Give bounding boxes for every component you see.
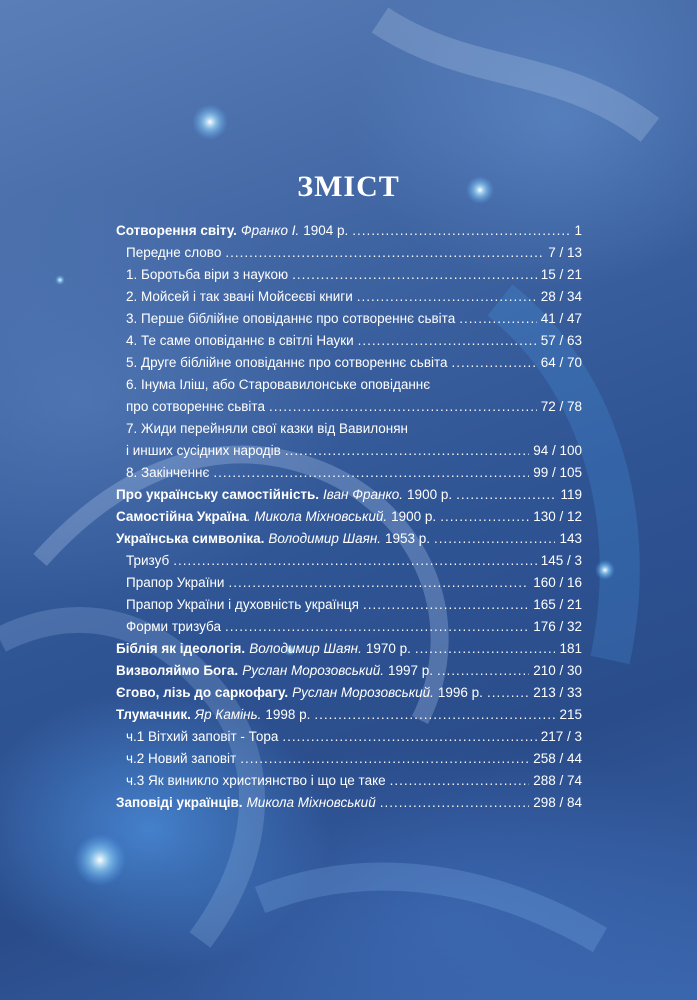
subentry-title: 2. Мойсей і так звані Мойсеєві книги <box>126 289 353 304</box>
entry-pages: 130 / 12 <box>533 509 582 524</box>
entry-title: Українська символіка. <box>116 531 265 546</box>
entry-pages: 160 / 16 <box>533 575 582 590</box>
subentry-title: Форми тризуба <box>126 619 221 634</box>
entry-title: Єгово, лізь до саркофагу. <box>116 685 289 700</box>
toc-subentry <box>126 572 582 594</box>
subentry-title: ч.2 Новий заповіт <box>126 751 237 766</box>
entry-pages: 41 / 47 <box>540 311 582 326</box>
subentry-title: 8. Закінченнє <box>126 465 210 480</box>
dot-leader <box>415 638 556 660</box>
toc-subentry <box>126 308 582 330</box>
entry-pages: 99 / 105 <box>533 465 582 480</box>
entry-pages: 288 / 74 <box>533 773 582 788</box>
subentry-title: Прапор України і духовність українця <box>126 597 359 612</box>
entry-pages: 57 / 63 <box>540 333 582 348</box>
toc-subentry <box>126 242 582 264</box>
toc-entry <box>116 528 582 550</box>
subentry-title: 5. Друге біблійне оповіданнє про сотвореннє сьвіта <box>126 355 448 370</box>
subentry-title: 4. Те саме оповіданнє в світлі Науки <box>126 333 354 348</box>
dot-leader <box>487 682 529 704</box>
dot-leader <box>285 440 529 462</box>
entry-year: 1904 р. <box>303 223 349 238</box>
toc-subentry <box>126 440 582 462</box>
subentry-title-continued: і инших сусідних народів <box>126 443 281 458</box>
entry-pages: 176 / 32 <box>533 619 582 634</box>
entry-year: 1970 р. <box>365 641 411 656</box>
subentry-title: ч.1 Вітхий заповіт - Тора <box>126 729 279 744</box>
entry-title: Сотворення світу. <box>116 223 237 238</box>
entry-title: Самостійна Україна <box>116 509 247 524</box>
toc-entry <box>116 484 582 506</box>
subentry-title: Прапор України <box>126 575 225 590</box>
subentry-title: Тризуб <box>126 553 170 568</box>
toc-entry <box>116 506 582 528</box>
dot-leader <box>390 770 530 792</box>
toc-subentry <box>126 748 582 770</box>
entry-title: Тлумачник. <box>116 707 191 722</box>
dot-leader <box>363 594 529 616</box>
dot-leader <box>456 484 556 506</box>
subentry-title-continued: про сотвореннє сьвіта <box>126 399 265 414</box>
entry-pages: 7 / 13 <box>548 245 582 260</box>
subentry-title: 6. Інума Іліш, або Старовавилонське оповіданнє <box>126 377 431 392</box>
dot-leader <box>380 792 530 814</box>
dot-leader <box>452 352 537 374</box>
entry-pages: 143 <box>559 531 582 546</box>
dot-leader <box>269 396 537 418</box>
entry-author: Володимир Шаян. <box>268 531 381 546</box>
toc-subentry <box>126 396 582 418</box>
dot-leader <box>240 748 529 770</box>
toc-subentry <box>126 286 582 308</box>
subentry-title: 3. Перше біблійне оповіданнє про сотвореннє сьвіта <box>126 311 456 326</box>
entry-title: Біблія як ідеологія. <box>116 641 246 656</box>
dot-leader <box>225 616 529 638</box>
entry-year: 1997 р. <box>387 663 434 678</box>
toc-subentry <box>126 726 582 748</box>
entry-year: 1900 р. <box>407 487 453 502</box>
entry-author: Володимир Шаян. <box>249 641 362 656</box>
dot-leader <box>228 572 529 594</box>
entry-year: 1900 р. <box>391 509 437 524</box>
entry-title: Визволяймо Бога. <box>116 663 239 678</box>
toc-subentry <box>126 330 582 352</box>
toc-entry <box>116 792 582 814</box>
dot-leader <box>358 330 537 352</box>
toc-entry <box>116 704 582 726</box>
toc-subentry <box>126 594 582 616</box>
entry-author: . Микола Міхновський. <box>246 509 388 524</box>
toc-subentry <box>126 462 582 484</box>
dot-leader <box>173 550 536 572</box>
entry-pages: 181 <box>559 641 582 656</box>
dot-leader <box>437 660 529 682</box>
entry-pages: 28 / 34 <box>540 289 582 304</box>
entry-pages: 210 / 30 <box>533 663 582 678</box>
toc-entry <box>116 638 582 660</box>
entry-author: Яр Камінь. <box>194 707 262 722</box>
entry-pages: 298 / 84 <box>533 795 582 810</box>
entry-pages: 119 <box>560 487 582 502</box>
toc-subentry <box>126 616 582 638</box>
entry-pages: 1 <box>574 223 582 238</box>
entry-pages: 145 / 3 <box>540 553 582 568</box>
entry-year: 1953 р. <box>385 531 431 546</box>
subentry-title: 1. Боротьба віри з наукою <box>126 267 289 282</box>
toc-subentry <box>126 770 582 792</box>
toc-subentry <box>126 264 582 286</box>
dot-leader <box>459 308 537 330</box>
entry-pages: 165 / 21 <box>533 597 582 612</box>
dot-leader <box>225 242 544 264</box>
toc-entry <box>116 220 582 242</box>
entry-pages: 94 / 100 <box>533 443 582 458</box>
entry-year: 1996 р. <box>437 685 483 700</box>
toc-subentry <box>126 550 582 572</box>
entry-author: Іван Франко. <box>323 487 404 502</box>
dot-leader <box>213 462 529 484</box>
toc-entry <box>116 682 582 704</box>
entry-pages: 72 / 78 <box>540 399 582 414</box>
toc-entry <box>116 660 582 682</box>
dot-leader <box>434 528 555 550</box>
entry-year: 1998 р. <box>265 707 311 722</box>
dot-leader <box>314 704 555 726</box>
entry-pages: 215 <box>559 707 582 722</box>
dot-leader <box>352 220 570 242</box>
entry-author: Микола Міхновський <box>246 795 376 810</box>
entry-author: Руслан Морозовський. <box>292 685 434 700</box>
dot-leader <box>357 286 537 308</box>
entry-pages: 213 / 33 <box>533 685 582 700</box>
subentry-title: 7. Жиди перейняли свої казки від Вавилонян <box>126 421 409 436</box>
entry-title: Заповіді українців. <box>116 795 243 810</box>
entry-pages: 15 / 21 <box>540 267 582 282</box>
entry-pages: 64 / 70 <box>540 355 582 370</box>
subentry-title: ч.3 Як виникло християнство і що це таке <box>126 773 386 788</box>
page-title: ЗМІСТ <box>297 170 400 203</box>
toc-subentry <box>126 352 582 374</box>
dot-leader <box>292 264 537 286</box>
entry-author: Франко І. <box>240 223 300 238</box>
subentry-title: Передне слово <box>126 245 222 260</box>
dot-leader <box>440 506 529 528</box>
entry-pages: 217 / 3 <box>540 729 582 744</box>
dot-leader <box>282 726 536 748</box>
entry-title: Про українську самостійність. <box>116 487 320 502</box>
entry-author: Руслан Морозовський. <box>242 663 384 678</box>
entry-pages: 258 / 44 <box>533 751 582 766</box>
